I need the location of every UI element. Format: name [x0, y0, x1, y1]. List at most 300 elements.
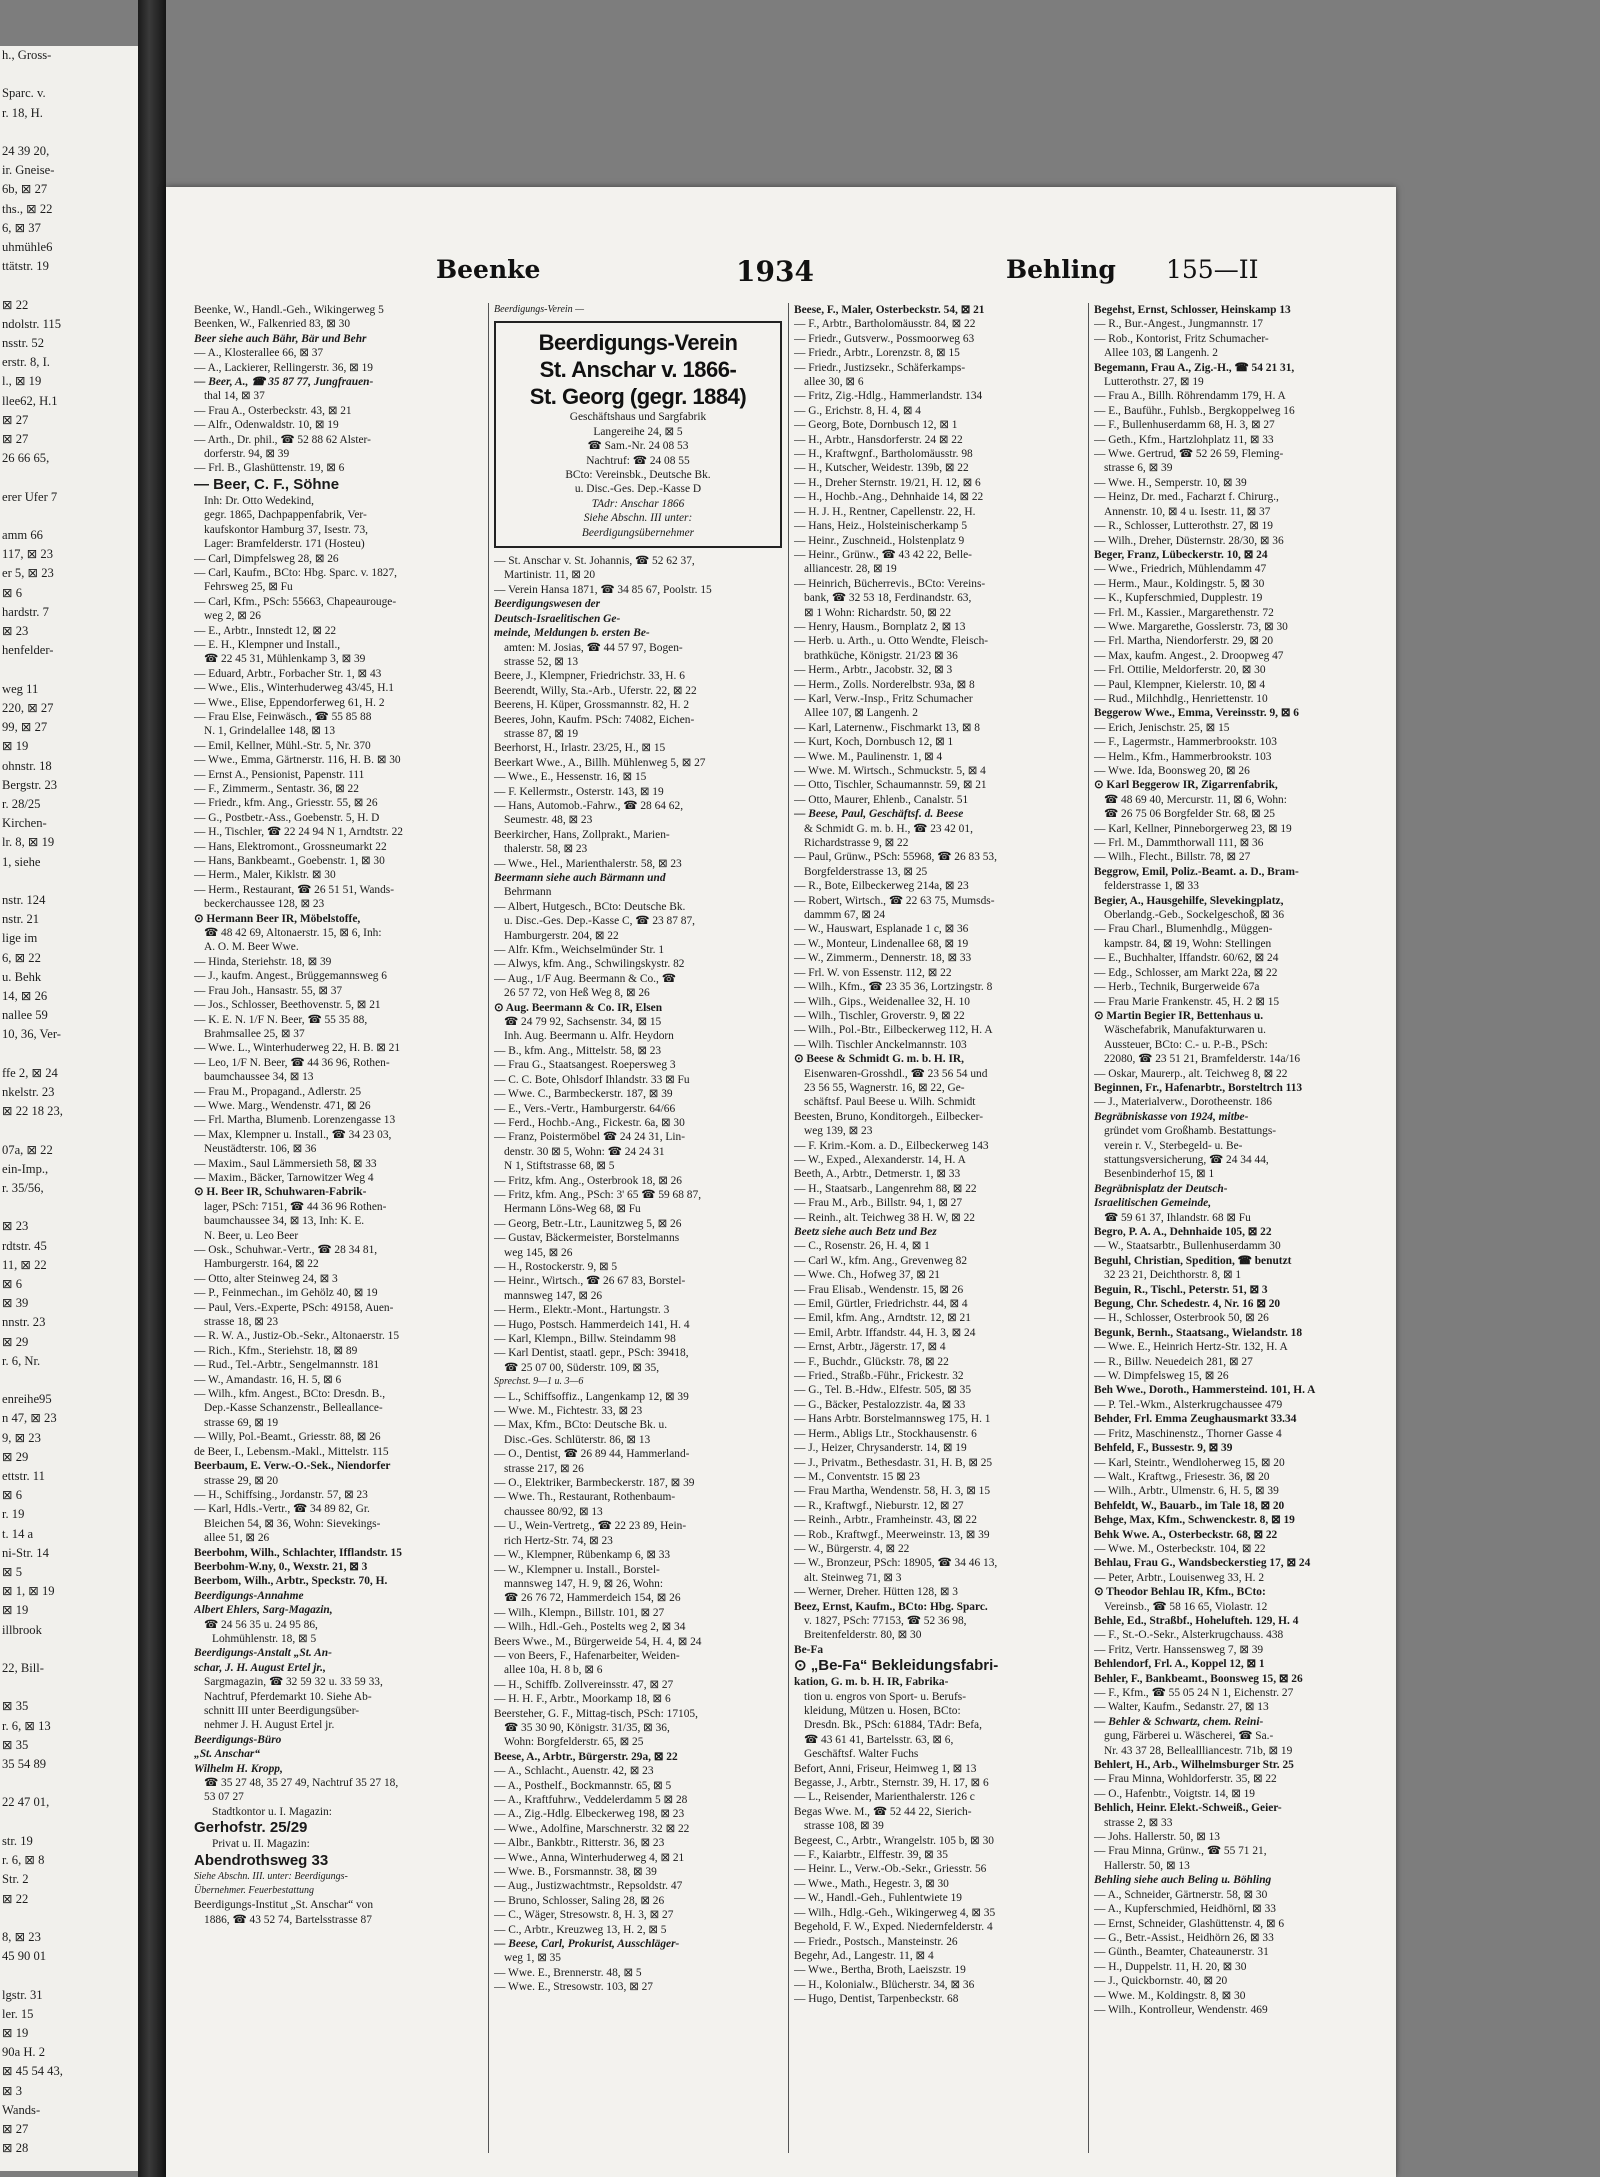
left-page-line [0, 1966, 138, 1985]
directory-entry-line: thal 14, ⊠ 37 [204, 390, 265, 403]
directory-entry-line: Begehr, Ad., Langestr. 11, ⊠ 4 [794, 1949, 934, 1962]
directory-entry-line: — Karl, Laternenw., Fischmarkt 13, ⊠ 8 [794, 721, 980, 734]
directory-entry-line: — H., Rostockerstr. 9, ⊠ 5 [494, 1260, 618, 1273]
directory-entry-line: — Herm., Restaurant, ☎ 26 51 51, Wands- [194, 883, 395, 896]
directory-entry-line: — Franz, Poistermöbel ☎ 24 24 31, Lin- [494, 1131, 686, 1144]
left-page-line: ⊠ 1, ⊠ 19 [2, 1584, 55, 1599]
left-page-line: 26 66 65, [2, 451, 50, 466]
directory-entry-line: — F. Krim.-Kom. a. D., Eilbeckerweg 143 [794, 1139, 989, 1152]
left-page-line [0, 1813, 138, 1832]
directory-entry-line: — W., Zimmerm., Dennerstr. 18, ⊠ 33 [794, 952, 972, 965]
directory-entry-line: Disc.-Ges. Schlüterstr. 86, ⊠ 13 [504, 1433, 651, 1446]
left-page-line: 90a H. 2 [2, 2045, 46, 2060]
directory-entry-line: Stadtkontor u. I. Magazin: [212, 1805, 332, 1818]
directory-entry-line: — H., Kolonialw., Blücherstr. 34, ⊠ 36 [794, 1978, 975, 1991]
directory-entry-line: — Frl. Martha, Blumenb. Lorenzengasse 13 [194, 1114, 396, 1127]
directory-entry-line: — Frau A., Billh. Röhrendamm 179, H. A [1094, 390, 1286, 403]
directory-entry-line: — Wwe. L., Winterhuderweg 22, H. B. ⊠ 21 [194, 1042, 401, 1055]
left-page-line: 99, ⊠ 27 [2, 720, 48, 735]
directory-entry-line: — Wwe. E., Heinrich Hertz-Str. 132, H. A [1094, 1341, 1288, 1354]
directory-entry-line: schnitt III unter Beerdigungsüber- [204, 1705, 360, 1717]
directory-entry-line: strasse 217, ⊠ 26 [504, 1462, 584, 1475]
directory-entry-line: ⊙ Beese & Schmidt G. m. b. H. IR, [794, 1053, 964, 1066]
directory-entry-line: Brahmsallee 25, ⊠ 37 [204, 1027, 305, 1040]
directory-entry-line: Befort, Anni, Friseur, Heimweg 1, ⊠ 13 [794, 1762, 977, 1775]
left-page-line [0, 661, 138, 680]
directory-entry-line: Beesten, Bruno, Konditorgeh., Eilbecker- [794, 1110, 984, 1123]
left-page-line [0, 1640, 138, 1659]
left-page-line: r. 6, Nr. [2, 1353, 41, 1368]
directory-entry-line: ⊙ Hermann Beer IR, Möbelstoffe, [194, 912, 361, 925]
left-page-line: Sparc. v. [2, 86, 46, 101]
directory-entry-line: — Georg, Betr.-Ltr., Launitzweg 5, ⊠ 26 [494, 1217, 682, 1230]
header-last-entry: Behling [1006, 255, 1116, 284]
column-3 [794, 303, 1084, 2163]
left-page-line: erer Ufer 7 [2, 489, 58, 504]
left-page-line: nstr. 21 [2, 912, 40, 927]
left-page-line [0, 1774, 138, 1793]
directory-entry-line: — R., Bur.-Angest., Jungmannstr. 17 [1094, 318, 1263, 331]
directory-page [166, 187, 1396, 2177]
directory-entry-line: — Frau Joh., Hansastr. 55, ⊠ 37 [194, 984, 343, 997]
directory-entry-line: bank, ☎ 32 53 18, Ferdinandstr. 63, [804, 592, 972, 605]
directory-entry-line: Beerendt, Willy, Sta.-Arb., Uferstr. 22, ⊠ 22 [494, 684, 697, 697]
directory-entry-line: chaussee 80/92, ⊠ 13 [504, 1505, 603, 1518]
directory-entry-line: Siehe Abschn. III. unter: Beerdigungs- [194, 1870, 348, 1882]
directory-entry-line: ⊠ 1 Wohn: Richardstr. 50, ⊠ 22 [804, 606, 952, 619]
directory-entry-line: Fehrsweg 25, ⊠ Fu [204, 581, 293, 594]
directory-entry-line: — Wwe. Marg., Wendenstr. 471, ⊠ 26 [194, 1099, 371, 1112]
directory-entry-line: ☎ 35 30 90, Königstr. 31/35, ⊠ 36, [504, 1721, 670, 1734]
directory-entry-line: — F., Arbtr., Bartholomäusstr. 84, ⊠ 22 [794, 318, 976, 331]
header-year: 1934 [736, 255, 814, 288]
directory-entry-line: — Walt., Kraftwg., Friesestr. 36, ⊠ 20 [1094, 1470, 1270, 1483]
left-page-line: er 5, ⊠ 23 [2, 566, 54, 581]
left-page-line [0, 507, 138, 526]
directory-entry-line: — Wwe. H., Semperstr. 10, ⊠ 39 [1094, 476, 1247, 489]
directory-entry-line: denstr. 30 ⊠ 5, Wohn: ☎ 24 24 31 [504, 1145, 665, 1158]
directory-entry-line: — Herb. u. Arth., u. Otto Wendte, Fleisch- [794, 635, 989, 648]
directory-entry-line: — H. J. H., Rentner, Capellenstr. 22, H. [794, 505, 976, 518]
directory-entry-line: Behge, Max, Kfm., Schwenckestr. 8, ⊠ 19 [1094, 1514, 1295, 1527]
directory-entry-line: — Wilh., Kfm., ☎ 23 35 36, Lortzingstr. 8 [794, 981, 993, 994]
directory-entry-line: — H., Dreher Sternstr. 19/21, H. 12, ⊠ 6 [794, 476, 981, 489]
directory-entry-line: — Oskar, Maurerp., alt. Teichweg 8, ⊠ 22 [1094, 1067, 1288, 1080]
directory-entry-line: — G., Tel. B.-Hdw., Elfestr. 505, ⊠ 35 [794, 1384, 972, 1397]
directory-entry-line: dorferstr. 94, ⊠ 39 [204, 448, 290, 461]
directory-entry-line: Albert Ehlers, Sarg-Magazin, [194, 1604, 333, 1617]
directory-entry-line: — Wwe. E., Brennerstr. 48, ⊠ 5 [494, 1966, 642, 1979]
directory-entry-line: strasse 108, ⊠ 39 [804, 1820, 884, 1833]
directory-entry-line: Inh: Dr. Otto Wedekind, [204, 494, 314, 507]
directory-entry-line: — Frau Minna, Wohldorferstr. 35, ⊠ 22 [1094, 1773, 1277, 1786]
left-page-line: rdtstr. 45 [2, 1238, 47, 1253]
directory-entry-line: 53 07 27 [204, 1791, 244, 1804]
directory-entry-line: — Wwe. Ch., Hofweg 37, ⊠ 21 [794, 1269, 941, 1282]
directory-entry-line: — Arth., Dr. phil., ☎ 52 88 62 Alster- [194, 433, 371, 446]
directory-entry-line: Hermann Löns-Weg 68, ⊠ Fu [504, 1203, 641, 1216]
directory-entry-line: — Wwe. M. Wirtsch., Schmuckstr. 5, ⊠ 4 [794, 765, 986, 777]
directory-entry-line: Behfeldt, W., Bauarb., im Tale 18, ⊠ 20 [1094, 1499, 1285, 1512]
directory-entry-line: Begehst, Ernst, Schlosser, Heinskamp 13 [1094, 304, 1291, 316]
left-page-line: ⊠ 19 [2, 2025, 29, 2040]
directory-entry-line: Beerkircher, Hans, Zollprakt., Marien- [494, 828, 670, 841]
directory-entry-line: mannsweg 147, ⊠ 26 [504, 1289, 603, 1302]
directory-entry-line: — Frau Minna, Grünw., ☎ 55 71 21, [1094, 1845, 1267, 1858]
directory-entry-line: Behlert, H., Arb., Wilhelmsburger Str. 25 [1094, 1759, 1294, 1772]
directory-entry-line: — K., Kupferschmied, Dupplestr. 19 [1094, 592, 1263, 605]
directory-entry-line: — Karl, Steintr., Wendloherweg 15, ⊠ 20 [1094, 1456, 1285, 1469]
directory-entry-line: — Beese, Carl, Prokurist, Ausschläger- [494, 1938, 680, 1951]
directory-entry-line: kation, G. m. b. H. IR, Fabrika- [794, 1676, 949, 1689]
directory-entry-line: Hallerstr. 50, ⊠ 13 [1104, 1859, 1190, 1872]
directory-entry-line: — Walter, Kaufm., Sedanstr. 27, ⊠ 13 [1094, 1701, 1269, 1714]
directory-entry-line: — Paul, Vers.-Experte, PSch: 49158, Auen- [194, 1301, 394, 1314]
directory-entry-line: kampstr. 84, ⊠ 19, Wohn: Stellingen [1104, 937, 1272, 950]
directory-entry-line: Beerdigungs-Verein — [494, 304, 585, 315]
directory-entry-line: strasse 6, ⊠ 39 [1104, 462, 1173, 475]
ad-line: Langereihe 24, ⊠ 5 [593, 425, 683, 438]
directory-entry-line: Beers Wwe., M., Bürgerweide 54, H. 4, ⊠ 24 [494, 1635, 702, 1648]
column-divider [1088, 303, 1089, 2153]
left-page-line: ⊠ 19 [2, 739, 29, 754]
left-page-line: nkelstr. 23 [2, 1084, 55, 1099]
header-page-number: 155—II [1166, 255, 1259, 284]
directory-entry-line: Beerbaum, E. Verw.-O.-Sek., Niendorfer [194, 1460, 391, 1473]
directory-entry-line: — Karl, Klempn., Billw. Steindamm 98 [494, 1333, 676, 1345]
directory-entry-line: — U., Wein-Vertretg., ☎ 22 23 89, Hein- [494, 1520, 687, 1533]
directory-entry-line: — Fritz, kfm. Ang., PSch: 3' 65 ☎ 59 68 87, [494, 1188, 702, 1201]
directory-entry-line: — Friedr., Arbtr., Lorenzstr. 8, ⊠ 15 [794, 347, 960, 360]
directory-entry-line: — O., Elektriker, Barmbeckerstr. 187, ⊠ 39 [494, 1477, 695, 1490]
left-page-line: l., ⊠ 19 [2, 374, 42, 389]
left-page-line: t. 14 a [2, 1526, 34, 1541]
directory-entry-line: kaufskontor Hamburg 37, Isestr. 73, [204, 523, 368, 536]
directory-entry-line: — Karl, Verw.-Insp., Fritz Schumacher [794, 692, 973, 705]
left-page-line [0, 276, 138, 295]
directory-entry-line: u. Disc.-Ges. Dep.-Kasse C, ☎ 23 87 87, [504, 915, 696, 928]
left-page-line [0, 123, 138, 142]
directory-entry-line: baumchaussee 34, ⊠ 13, Inh: K. E. [204, 1215, 365, 1228]
directory-entry-line: — W., Bronzeur, PSch: 18905, ☎ 34 46 13, [794, 1557, 998, 1570]
directory-entry-line: — St. Anschar v. St. Johannis, ☎ 52 62 37, [494, 555, 695, 568]
directory-entry-line: — J., kaufm. Angest., Brüggemannsweg 6 [194, 970, 387, 983]
directory-entry-line: — J., Privatm., Bethesdastr. 31, H. B, ⊠ 25 [794, 1456, 993, 1469]
directory-entry-line: — Wwe., Elis., Winterhuderweg 43/45, H.1 [194, 682, 395, 695]
directory-entry-line: — Fritz, kfm. Ang., Osterbrook 18, ⊠ 26 [494, 1174, 682, 1187]
directory-entry-line: Dep.-Kasse Schanzenstr., Belleallance- [204, 1402, 383, 1415]
directory-entry-line: strasse 18, ⊠ 23 [204, 1316, 279, 1329]
directory-entry-line: — Frl. W. von Essenstr. 112, ⊠ 22 [794, 966, 952, 979]
directory-entry-line: — Herm., Maler, Kiklstr. ⊠ 30 [194, 869, 336, 882]
directory-entry-line: — Wwe., Elise, Eppendorferweg 61, H. 2 [194, 696, 385, 709]
directory-entry-line: Beenken, W., Falkenried 83, ⊠ 30 [194, 318, 351, 331]
directory-entry-line: ☎ 43 61 41, Bartelsstr. 63, ⊠ 6, [804, 1733, 954, 1746]
directory-entry-line: — Osk., Schuhwar.-Vertr., ☎ 28 34 81, [194, 1244, 378, 1256]
directory-entry-line: felderstrasse 1, ⊠ 33 [1104, 880, 1199, 893]
directory-entry-line: — Wwe. Ida, Boonsweg 20, ⊠ 26 [1094, 765, 1250, 777]
directory-entry-line: — Heinr., Zuschneid., Holstenplatz 9 [794, 534, 965, 547]
directory-entry-line: — Reinh., alt. Teichweg 38 H. W, ⊠ 22 [794, 1211, 975, 1224]
directory-entry-line: weg 2, ⊠ 26 [204, 610, 261, 623]
left-page-line: ⊠ 23 [2, 624, 29, 639]
directory-entry-line: Beggerow Wwe., Emma, Vereinsstr. 9, ⊠ 6 [1094, 707, 1299, 720]
directory-entry-line: — F., Bullenhuserdamm 68, H. 3, ⊠ 27 [1094, 419, 1275, 432]
directory-entry-line: — W., Hauswart, Esplanade 1 c, ⊠ 36 [794, 923, 969, 936]
directory-entry-line: Beese, F., Maler, Osterbeckstr. 54, ⊠ 21 [794, 304, 985, 316]
directory-entry-line: — L., Schiffsoffiz., Langenkamp 12, ⊠ 39 [494, 1390, 689, 1403]
directory-entry-line: — Friedr., Justizsekr., Schäferkamps- [794, 361, 966, 374]
directory-entry-line: — P. Tel.-Wkm., Alsterkrugchaussee 479 [1094, 1398, 1283, 1411]
directory-entry-line: — Rud., Milchhdlg., Henriettenstr. 10 [1094, 692, 1268, 705]
directory-entry-line: — Wwe. Th., Restaurant, Rothenbaum- [494, 1491, 676, 1504]
directory-entry-line: — Maxim., Bäcker, Tarnowitzer Weg 4 [194, 1171, 374, 1184]
left-page-line: 22 47 01, [2, 1795, 50, 1810]
directory-entry-line: — W., Exped., Alexanderstr. 14, H. A [794, 1153, 966, 1166]
left-page-line: 220, ⊠ 27 [2, 700, 54, 715]
directory-entry-line: — Wilh., Pol.-Btr., Eilbeckerweg 112, H. A [794, 1024, 993, 1037]
directory-entry-line: schäftsf. Paul Beese u. Wilh. Schmidt [804, 1096, 976, 1109]
directory-entry-line: — H. H. F., Arbtr., Moorkamp 18, ⊠ 6 [494, 1693, 671, 1706]
directory-entry-line: — Frl. M., Kassier., Margarethenstr. 72 [1094, 606, 1274, 619]
directory-entry-line: — Fritz, Maschinenstz., Thorner Gasse 4 [1094, 1427, 1282, 1440]
left-page-line: ⊠ 5 [2, 1565, 22, 1580]
ad-line: ☎ Sam.-Nr. 24 08 53 [587, 440, 689, 453]
left-page-line: 35 54 89 [2, 1757, 47, 1772]
left-page-line: ⊠ 3 [2, 2083, 22, 2098]
directory-entry-line: — Wwe., Bertha, Broth, Laeiszstr. 19 [794, 1964, 966, 1977]
left-page-line: n 47, ⊠ 23 [2, 1411, 57, 1426]
directory-entry-line: — Otto, Tischler, Schaumannstr. 59, ⊠ 21 [794, 779, 987, 792]
directory-entry-line: Behlich, Heinr. Elekt.-Schweiß., Geier- [1094, 1802, 1282, 1815]
directory-entry-line: — Emil, Kellner, Mühl.-Str. 5, Nr. 370 [194, 739, 371, 752]
directory-entry-line: & Schmidt G. m. b. H., ☎ 23 42 01, [804, 822, 973, 835]
left-page-line: ni-Str. 14 [2, 1545, 49, 1560]
directory-entry-line: — Heinrich, Bücherrevis., BCto: Vereins- [794, 577, 986, 590]
directory-entry-line: 26 57 72, von Heß Weg 8, ⊠ 26 [504, 987, 650, 1000]
directory-entry-line: — R., Kraftwgf., Nieburstr. 12, ⊠ 27 [794, 1499, 964, 1512]
directory-entry-line: — Frl. B., Glashüttenstr. 19, ⊠ 6 [194, 462, 345, 475]
advertisement-box [494, 321, 782, 548]
left-page-line: ir. Gneise- [2, 163, 55, 178]
directory-entry-line: — J., Heizer, Chrysanderstr. 14, ⊠ 19 [794, 1442, 967, 1455]
directory-entry-line: — H., Schlosser, Osterbrook 50, ⊠ 26 [1094, 1312, 1269, 1325]
left-page-line [0, 1678, 138, 1697]
directory-entry-line: — Alwys, kfm. Ang., Schwilingskystr. 82 [494, 958, 685, 971]
directory-entry-line: — Otto, Maurer, Ehlenb., Canalstr. 51 [794, 793, 969, 806]
directory-entry-line: nehmer J. H. August Ertel jr. [204, 1719, 335, 1732]
directory-entry-line: — E. H., Klempner und Install., [194, 638, 341, 651]
directory-entry-line: Be-Fa [794, 1643, 824, 1656]
directory-entry-line: — Carl, Kfm., PSch: 55663, Chapeaurouge- [194, 595, 397, 608]
directory-entry-line: Behrmann [504, 886, 552, 899]
directory-entry-line: — B., kfm. Ang., Mittelstr. 58, ⊠ 23 [494, 1044, 662, 1057]
left-page-line: ein-Imp., [2, 1161, 49, 1176]
directory-entry-line: alliancestr. 28, ⊠ 19 [804, 563, 897, 576]
directory-entry-line: Begeest, C., Arbtr., Wrangelstr. 105 b, ⊠ 30 [794, 1834, 994, 1847]
directory-entry-line: Begas Wwe. M., ☎ 52 44 22, Sierich- [794, 1805, 972, 1818]
directory-entry-line: kleidung, Mützen u. Hosen, BCto: [804, 1705, 961, 1717]
directory-entry-line: — Wwe. Margarethe, Gosslerstr. 73, ⊠ 30 [1094, 620, 1288, 633]
directory-entry-line: — Emil, kfm. Ang., Arndtstr. 12, ⊠ 21 [794, 1312, 971, 1325]
directory-entry-line: Beenke, W., Handl.-Geh., Wikingerweg 5 [194, 304, 384, 316]
directory-entry-line: Begasse, J., Arbtr., Sternstr. 39, H. 17, ⊠ 6 [794, 1777, 989, 1790]
directory-entry-line: thalerstr. 58, ⊠ 23 [504, 843, 588, 856]
directory-entry-line: Begräbniskasse von 1924, mitbe- [1094, 1110, 1249, 1123]
directory-entry-line: Privat u. II. Magazin: [212, 1838, 310, 1851]
directory-entry-line: — Heinz, Dr. med., Facharzt f. Chirurg., [1094, 491, 1279, 504]
left-page-line: ⊠ 28 [2, 2141, 29, 2156]
column-2 [494, 303, 784, 2163]
directory-entry-line: — C., Arbtr., Kreuzweg 13, H. 2, ⊠ 5 [494, 1923, 667, 1936]
directory-entry-line: — Frau A., Osterbeckstr. 43, ⊠ 21 [194, 404, 352, 417]
directory-entry-line: N. 1, Grindelallee 148, ⊠ 13 [204, 725, 336, 738]
directory-entry-line: — Kurt, Koch, Dornbusch 12, ⊠ 1 [794, 736, 954, 749]
directory-entry-line: Lager: Bramfelderstr. 171 (Hosteu) [204, 538, 365, 551]
directory-entry-line: — Frau Elisab., Wendenstr. 15, ⊠ 26 [794, 1283, 964, 1296]
left-page-line: henfelder- [2, 643, 54, 658]
left-page-line: 14, ⊠ 26 [2, 988, 48, 1003]
directory-entry-line: Begung, Chr. Schedestr. 4, Nr. 16 ⊠ 20 [1094, 1298, 1281, 1311]
directory-entry-line: — W., Klempner u. Install., Borstel- [494, 1563, 660, 1576]
directory-entry-line: — Herm., Maur., Koldingstr. 5, ⊠ 30 [1094, 577, 1265, 590]
directory-entry-line: ☎ 24 79 92, Sachsenstr. 34, ⊠ 15 [504, 1016, 662, 1029]
directory-entry-line: — Carl, Kaufm., BCto: Hbg. Sparc. v. 1827, [194, 566, 398, 579]
left-page-line: ⊠ 29 [2, 1449, 29, 1464]
directory-entry-line: — Hans, Automob.-Fahrw., ☎ 28 64 62, [494, 799, 684, 812]
left-page-line: ⊠ 22 18 23, [2, 1104, 63, 1119]
directory-entry-line: — A., Kraftfuhrw., Veddelerdamm 5 ⊠ 28 [494, 1794, 688, 1806]
directory-entry-line: — Frau Marie Frankenstr. 45, H. 2 ⊠ 15 [1094, 995, 1280, 1008]
directory-entry-line: Beetz siehe auch Betz und Bez [794, 1226, 937, 1238]
directory-entry-line: — Wwe. B., Forsmannstr. 38, ⊠ 39 [494, 1866, 657, 1879]
directory-entry-line: — W., Monteur, Lindenallee 68, ⊠ 19 [794, 937, 969, 950]
directory-entry-line: — Max, Kfm., BCto: Deutsche Bk. u. [494, 1419, 668, 1432]
left-page-line: ⊠ 39 [2, 1296, 29, 1311]
directory-entry-line: — Wwe., Friedrich, Mühlendamm 47 [1094, 563, 1267, 576]
directory-entry-line: — Hugo, Dentist, Tarpenbeckstr. 68 [794, 1993, 959, 2006]
directory-entry-line: — G., Betr.-Assist., Heidhörn 26, ⊠ 33 [1094, 1931, 1274, 1944]
directory-entry-line: — Ernst A., Pensionist, Papenstr. 111 [194, 768, 365, 781]
directory-entry-line: — Aug., 1/F Aug. Beermann & Co., ☎ [494, 972, 676, 985]
directory-entry-line: — Friedr., Gutsverw., Possmoorweg 63 [794, 332, 975, 345]
directory-entry-line: ⊙ „Be-Fa“ Bekleidungsfabri- [794, 1657, 999, 1675]
directory-entry-line: — Wilh., Hdlg.-Geh., Wikingerweg 4, ⊠ 35 [794, 1906, 996, 1919]
directory-entry-line: — Wwe. M., Paulinenstr. 1, ⊠ 4 [794, 750, 943, 763]
directory-entry-line: ☎ 26 76 72, Hammerdeich 154, ⊠ 26 [504, 1592, 681, 1605]
directory-entry-line: — F., St.-O.-Sekr., Alsterkrugchauss. 438 [1094, 1629, 1284, 1642]
left-page-line: enreihe95 [2, 1392, 52, 1407]
directory-entry-line: — Leo, 1/F N. Beer, ☎ 44 36 96, Rothen- [194, 1056, 390, 1069]
left-page-line: llee62, H.1 [2, 393, 58, 408]
directory-entry-line: — Paul, Klempner, Kielerstr. 10, ⊠ 4 [1094, 678, 1266, 691]
left-page-line: ⊠ 35 [2, 1699, 29, 1714]
directory-entry-line: ⊙ Theodor Behlau IR, Kfm., BCto: [1094, 1586, 1266, 1599]
directory-entry-line: — Heinr. L., Verw.-Ob.-Sekr., Griesstr. 56 [794, 1863, 987, 1876]
left-page-line: ⊠ 6 [2, 585, 22, 600]
directory-entry-line: — Wilh., Kontrolleur, Wendenstr. 469 [1094, 2003, 1268, 2016]
left-page-line: h., Gross- [2, 48, 52, 62]
ad-line: BCto: Vereinsbk., Deutsche Bk. [565, 469, 711, 482]
directory-entry-line: N 1, Stiftstrasse 68, ⊠ 5 [504, 1160, 615, 1173]
directory-entry-line: ☎ 48 69 40, Mercurstr. 11, ⊠ 6, Wohn: [1104, 793, 1287, 806]
directory-entry-line: tion u. engros von Sport- u. Berufs- [804, 1690, 966, 1703]
directory-entry-line: Inh. Aug. Beermann u. Alfr. Heydorn [504, 1030, 674, 1043]
directory-entry-line: Behk Wwe. A., Osterbeckstr. 68, ⊠ 22 [1094, 1528, 1278, 1541]
directory-entry-line: Beez, Ernst, Kaufm., BCto: Hbg. Sparc. [794, 1600, 988, 1613]
directory-entry-line: — O., Dentist, ☎ 26 89 44, Hammerland- [494, 1448, 690, 1461]
directory-entry-line: — A., Kupferschmied, Heidhörnl, ⊠ 33 [1094, 1903, 1276, 1916]
directory-entry-line: allee 10a, H. 8 b, ⊠ 6 [504, 1664, 603, 1677]
directory-entry-line: — G., Bäcker, Pestalozzistr. 4a, ⊠ 33 [794, 1398, 966, 1411]
directory-entry-line: — Albert, Hutgesch., BCto: Deutsche Bk. [494, 900, 686, 913]
directory-entry-line: — Wwe. M., Koldingstr. 8, ⊠ 30 [1094, 1989, 1246, 2002]
directory-entry-line: — Fritz, Zig.-Hdlg., Hammerlandstr. 134 [794, 390, 983, 403]
directory-entry-line: baumchaussee 34, ⊠ 13 [204, 1071, 314, 1084]
directory-entry-line: — von Beers, F., Hafenarbeiter, Weiden- [494, 1649, 680, 1662]
directory-entry-line: — Frl. Ottilie, Meldorferstr. 20, ⊠ 30 [1094, 664, 1266, 677]
directory-entry-line: 32 23 21, Deichthorstr. 8, ⊠ 1 [1104, 1269, 1242, 1282]
left-page-line [0, 1198, 138, 1217]
directory-entry-line: — Eduard, Arbtr., Forbacher Str. 1, ⊠ 43 [194, 667, 382, 680]
directory-entry-line: stattungsversicherung, ☎ 24 34 44, [1104, 1153, 1269, 1166]
directory-entry-line: Beeres, John, Kaufm. PSch: 74082, Eichen- [494, 713, 695, 726]
left-page-line: r. 19 [2, 1507, 25, 1522]
directory-entry-line: Begräbnisplatz der Deutsch- [1094, 1182, 1228, 1195]
left-neighbour-page [0, 46, 139, 2171]
directory-entry-line: Breitenfelderstr. 80, ⊠ 30 [804, 1629, 922, 1642]
left-page-line: ⊠ 19 [2, 1603, 29, 1618]
directory-entry-line: — Bruno, Schlosser, Saling 28, ⊠ 26 [494, 1894, 665, 1907]
left-page-line: ohnstr. 18 [2, 758, 52, 773]
ad-line: TAdr: Anschar 1866 [591, 497, 685, 510]
directory-entry-line: — Reinh., Arbtr., Framheinstr. 43, ⊠ 22 [794, 1514, 977, 1527]
left-page-line: ⊠ 35 [2, 1737, 29, 1752]
directory-entry-line: — Hinda, Steriehstr. 18, ⊠ 39 [194, 955, 332, 968]
directory-entry-line: — Johs. Hallerstr. 50, ⊠ 13 [1094, 1831, 1220, 1844]
directory-entry-line: — Hugo, Postsch. Hammerdeich 141, H. 4 [494, 1318, 690, 1331]
directory-entry-line: — Wwe. Gertrud, ☎ 52 26 59, Fleming- [1094, 448, 1284, 461]
directory-entry-line: — Frau Else, Feinwäsch., ☎ 55 85 88 [194, 710, 372, 723]
left-page-line: 6, ⊠ 37 [2, 220, 41, 235]
left-page-line: u. Behk [2, 969, 42, 984]
left-page-line: Kirchen- [2, 816, 47, 831]
left-page-line: 24 39 20, [2, 144, 50, 159]
directory-entry-line: — A., Zig.-Hdlg. Elbeckerweg 198, ⊠ 23 [494, 1808, 685, 1821]
directory-entry-line: — Carl, Dimpfelsweg 28, ⊠ 26 [194, 552, 339, 565]
directory-entry-line: — H., Tischler, ☎ 22 24 94 N 1, Arndtstr. 22 [194, 826, 403, 839]
left-page-line: ler. 15 [2, 2006, 34, 2021]
ad-line: Nachtruf: ☎ 24 08 55 [586, 454, 690, 467]
directory-entry-line: — O., Hafenbtr., Voigtstr. 14, ⊠ 19 [1094, 1787, 1255, 1800]
directory-entry-line: — Wwe., Anna, Winterhuderweg 4, ⊠ 21 [494, 1851, 685, 1864]
directory-entry-line: — Willy, Pol.-Beamt., Griesstr. 88, ⊠ 26 [194, 1431, 381, 1444]
directory-entry-line: gegr. 1865, Dachpappenfabrik, Ver- [204, 509, 367, 522]
directory-entry-line: Martinistr. 11, ⊠ 20 [504, 569, 596, 582]
directory-entry-line: strasse 87, ⊠ 19 [504, 727, 579, 740]
left-page-line [0, 1909, 138, 1928]
directory-entry-line: Beerdigungs-Institut „St. Anschar“ von [194, 1899, 374, 1912]
directory-entry-line: — A., Schneider, Gärtnerstr. 58, ⊠ 30 [1094, 1888, 1268, 1901]
left-page-line: illbrook [2, 1622, 42, 1637]
directory-entry-line: Lohmühlenstr. 18, ⊠ 5 [212, 1632, 317, 1645]
left-page-line: ⊠ 27 [2, 432, 29, 447]
left-page-line: nsstr. 52 [2, 336, 44, 351]
directory-entry-line: — R., Bote, Eilbeckerweg 214a, ⊠ 23 [794, 880, 969, 893]
directory-entry-line: ☎ 24 56 35 u. 24 95 86, [204, 1618, 318, 1631]
left-page-line: ⊠ 45 54 43, [2, 2064, 63, 2079]
directory-entry-line: — R., Billw. Neuedeich 281, ⊠ 27 [1094, 1355, 1253, 1368]
